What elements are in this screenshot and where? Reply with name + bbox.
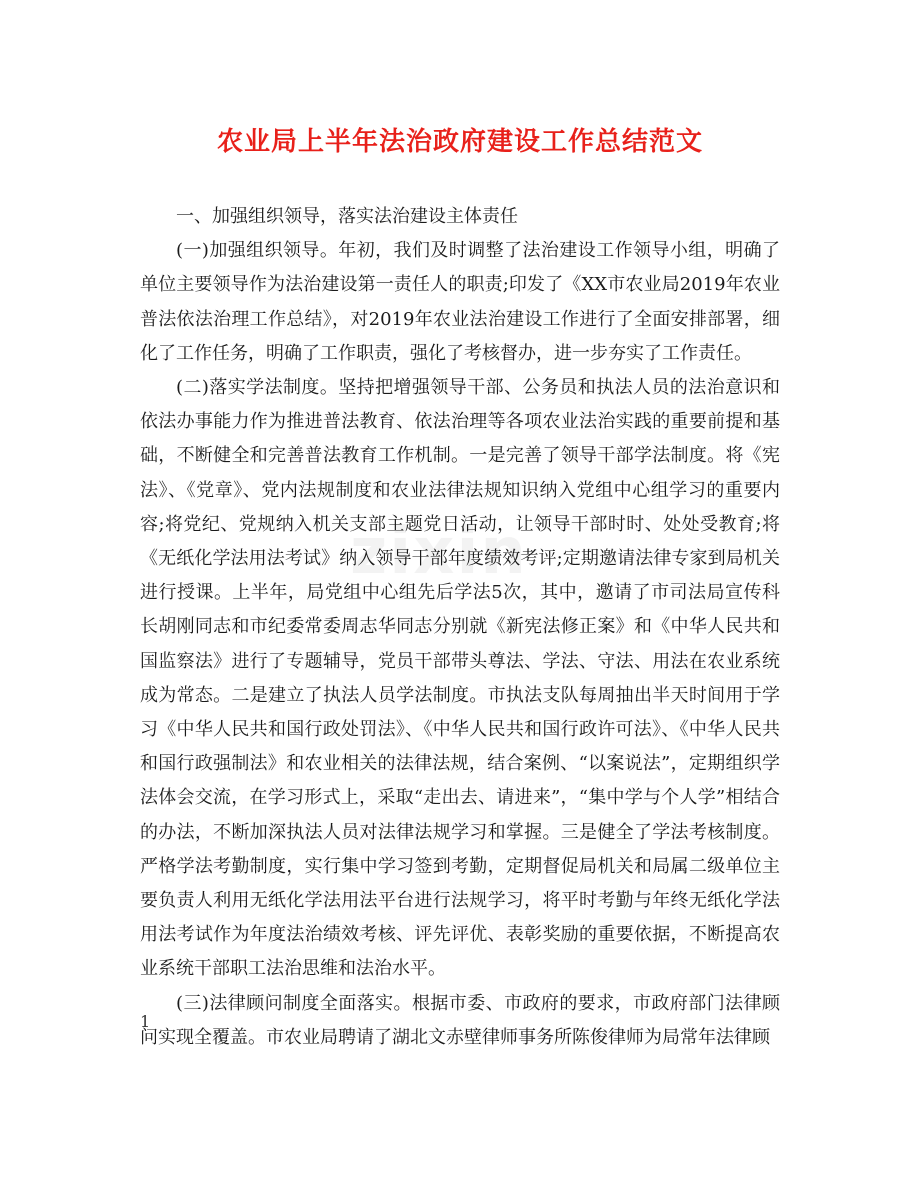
paragraph: (二)落实学法制度。坚持把增强领导干部、公务员和执法人员的法治意识和依法办事能力作为推进普法教育、依法治理等各项农业法治实践的重要前提和基础，不断健全和完善普法教育工作机制。一是完善了领导干部学法制度。将《宪法》、《党章》、党内法规制度和农业法律法规知识纳入党组中心组学习的重要内容;将党纪、党规纳入机关支部主题党日活动，让领导干部时时、处处受教育;将《无纸化学法用法考试》纳入领导干部年度绩效考评;定期邀请法律专家到局机关进行授课。上半年，局党组中心组先后学法5次，其中，邀请了市司法局宣传科长胡刚同志和市纪委常委周志华同志分别就《新宪法修正案》和《中华人民共和国监察法》进行了专题辅导，党员干部带头尊法、学法、守法、用法在农业系统成为常态。二是建立了执法人员学法制度。市执法支队每周抽出半天时间用于学习《中华人民共和国行政处罚法》、《中华人民共和国行政许可法》、《中华人民共和国行政强制法》和农业相关的法律法规，结合案例、“以案说法”，定期组织学法体会交流，在学习形式上，采取“走出去、请进来”，“集中学与个人学”相结合的办法，不断加深执法人员对法律法规学习和掌握。三是健全了学法考核制度。严格学法考勤制度，实行集中学习签到考勤，定期督促局机关和局属二级单位主要负责人利用无纸化学法用法平台进行法规学习，将平时考勤与年终无纸化学法用法考试作为年度法治绩效考核、评先评优、表彰奖励的重要依据，不断提高农业系统干部职工法治思维和法治水平。 [140, 377, 780, 980]
section-heading: 一、加强组织领导，落实法治建设主体责任 [176, 206, 518, 227]
paragraph: (三)法律顾问制度全面落实。根据市委、市政府的要求，市政府部门法律顾问实现全覆盖。市农业局聘请了湖北文赤壁律师事务所陈俊律师为局常年法律顾 [140, 992, 780, 1048]
document-body [140, 200, 780, 1055]
paragraph: (一)加强组织领导。年初，我们及时调整了法治建设工作领导小组，明确了单位主要领导作为法治建设第一责任人的职责;印发了《XX市农业局2019年农业普法依法治理工作总结》，对2019年农业法治建设工作进行了全面安排部署，细化了工作任务，明确了工作职责，强化了考核督办，进一步夯实了工作责任。 [140, 240, 780, 364]
page-number: 1 [140, 1012, 151, 1031]
document-title: 农业局上半年法治政府建设工作总结范文 [216, 127, 703, 157]
